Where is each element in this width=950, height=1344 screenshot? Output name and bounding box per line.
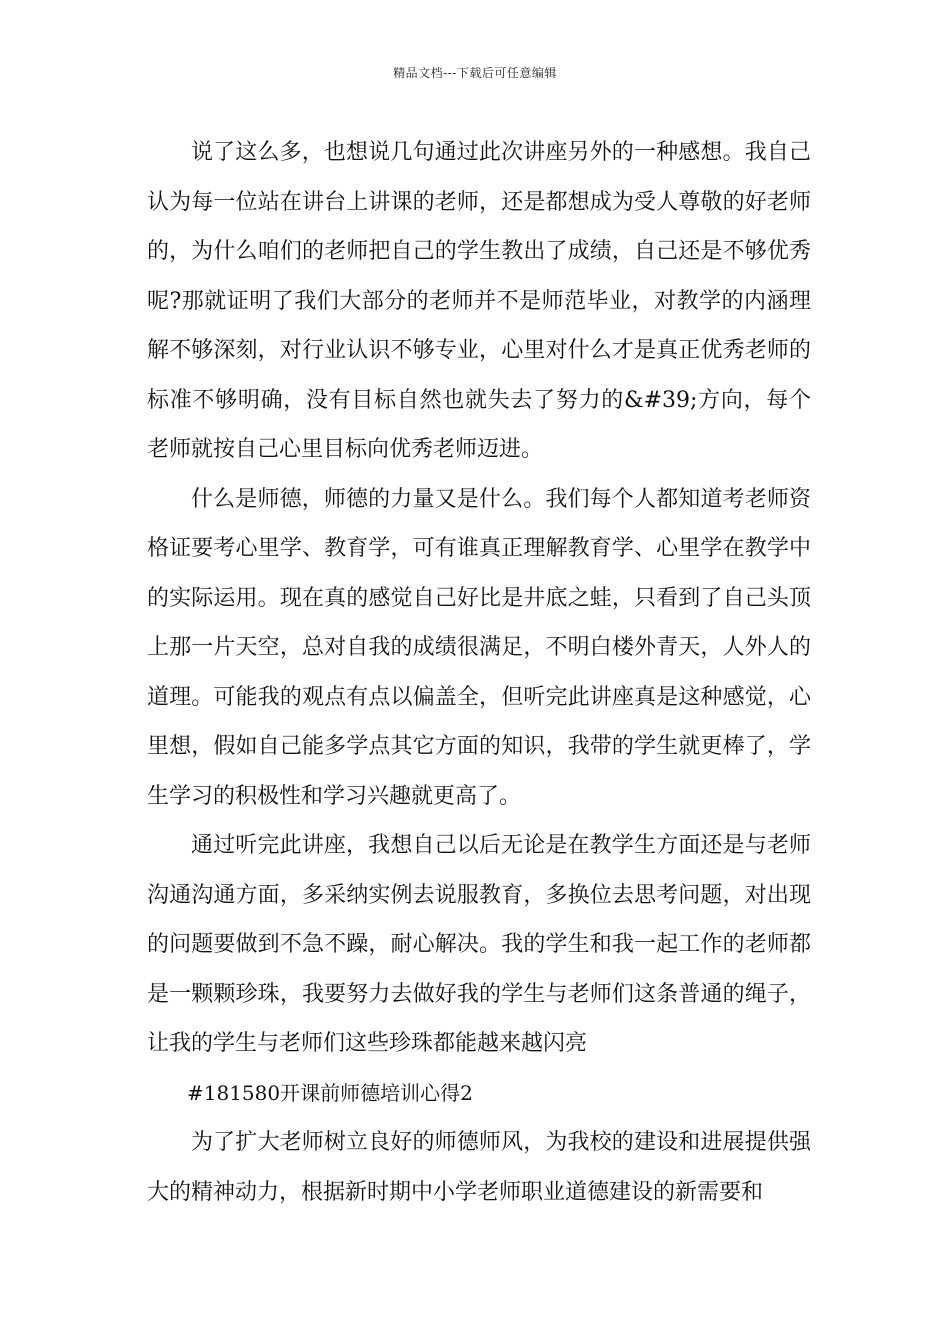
section-heading: #181580开课前师德培训心得2 xyxy=(187,1080,473,1105)
document-body xyxy=(147,128,811,1217)
page-header: 精品文档---下载后可任意编辑 xyxy=(393,66,557,80)
paragraph: 为了扩大老师树立良好的师德师风，为我校的建设和进展提供强大的精神动力，根据新时期中小学老师职业道德建设的新需要和 xyxy=(147,1130,811,1205)
paragraph: 通过听完此讲座，我想自己以后无论是在教学生方面还是与老师沟通沟通方面，多采纳实例去说服教育，多换位去思考问题，对出现的问题要做到不急不躁，耐心解决。我的学生和我一起工作的老师都是一颗颗珍珠，我要努力去做好我的学生与老师们这条普通的绳子，让我的学生与老师们这些珍珠都能越来越闪亮 xyxy=(147,833,811,1056)
paragraph: 什么是师德，师德的力量又是什么。我们每个人都知道考老师资格证要考心里学、教育学，可有谁真正理解教育学、心里学在教学中的实际运用。现在真的感觉自己好比是井底之蛙，只看到了自己头顶上那一片天空，总对自我的成绩很满足，不明白楼外青天，人外人的道理。可能我的观点有点以偏盖全，但听完此讲座真是这种感觉，心里想，假如自己能多学点其它方面的知识，我带的学生就更棒了，学生学习的积极性和学习兴趣就更高了。 xyxy=(147,486,811,809)
paragraph: 说了这么多，也想说几句通过此次讲座另外的一种感想。我自己认为每一位站在讲台上讲课的老师，还是都想成为受人尊敬的好老师的，为什么咱们的老师把自己的学生教出了成绩，自己还是不够优秀呢?那就证明了我们大部分的老师并不是师范毕业，对教学的内涵理解不够深刻，对行业认识不够专业，心里对什么才是真正优秀老师的标准不够明确，没有目标自然也就失去了努力的&#39;方向，每个老师就按自己心里目标向优秀老师迈进。 xyxy=(147,140,811,462)
